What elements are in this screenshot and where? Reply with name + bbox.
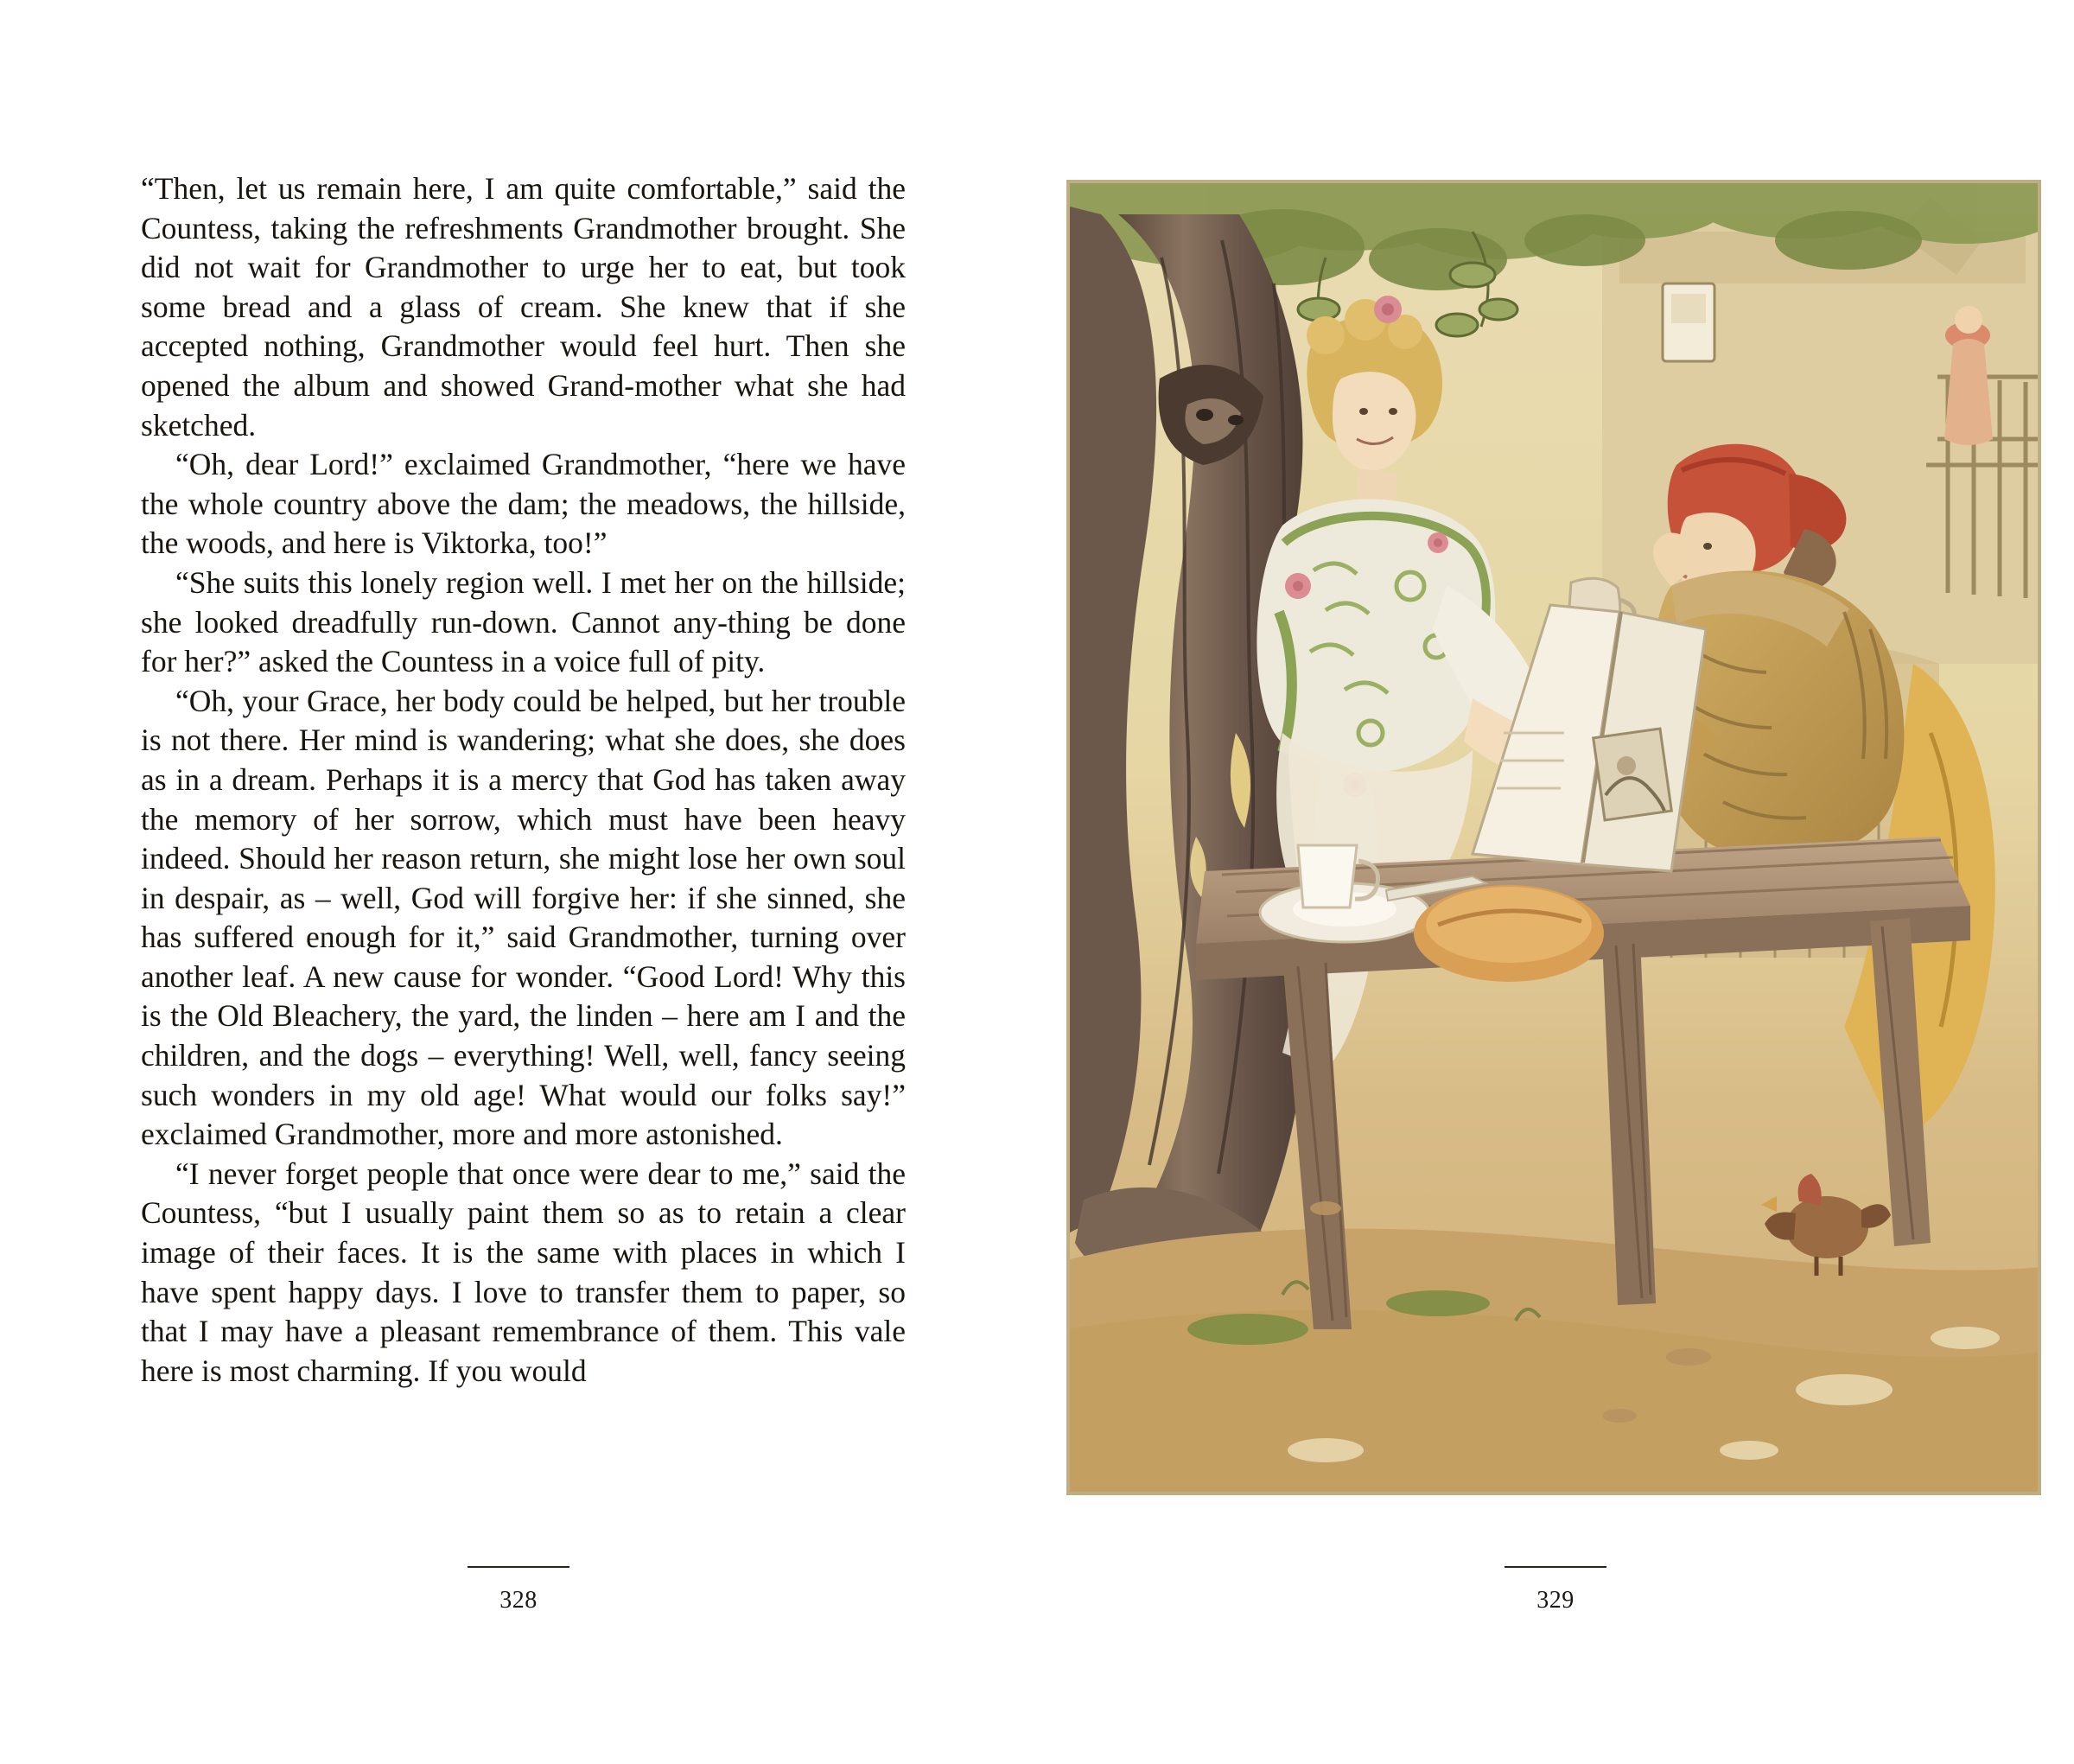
page-number-right — [1037, 1566, 2074, 1614]
paragraph-1: “Then, let us remain here, I am quite comfortable,” said the Countess, taking the refreshments Grandmother brought. She did not wait for Grandmother to urge her to eat, but took some bread and a glass of cream. She knew that if she accepted nothing, Grandmother would feel hurt. Then she opened the album and showed Grand-mother what she had sketched. — [141, 171, 906, 443]
paragraph-2: “Oh, dear Lord!” exclaimed Grandmother, “here we have the whole country above the dam; the meadows, the hillside, the woods, and here is Viktorka, too!” — [141, 447, 906, 561]
page-number-left-value: 328 — [499, 1587, 538, 1614]
page-number-rule — [468, 1566, 569, 1568]
paragraph-4: “Oh, your Grace, her body could be helped, but her trouble is not there. Her mind is wandering; what she does, she does as in a dream. Perhaps it is a mercy that God has taken away the memory of her sorrow, which must have been heavy indeed. Should her reason return, she might lose her own soul in despair, as – well, God will forgive her: if she sinned, she has suffered enough for it,” said Grandmother, turning over another leaf. A new cause for wonder. “Good Lord! Why this is the Old Bleachery, the yard, the linden – here am I and the children, and the dogs – everything! Well, well, fancy seeing such wonders in my old age! What would our folks say!” exclaimed Grandmother, more and more astonished. — [141, 683, 906, 1152]
paragraph-5: “I never forget people that once were dear to me,” said the Countess, “but I usually paint them so as to retain a clear image of their faces. It is the same with places in which I have spent happy days. I love to transfer them to paper, so that I may have a pleasant remembrance of them. This vale here is most charming. If you would — [141, 1156, 906, 1388]
countess-and-grandmother-at-table-illustration — [1066, 180, 2041, 1495]
page-number-rule — [1505, 1566, 1606, 1568]
paragraph-3: “She suits this lonely region well. I met her on the hillside; she looked dreadfully run-down. Cannot any-thing be done for her?” asked the Countess in a voice full of pity. — [141, 564, 906, 679]
page-number-right-value: 329 — [1536, 1587, 1575, 1614]
illustration-plate — [1066, 180, 2041, 1495]
body-text — [141, 169, 906, 1391]
right-page — [1037, 0, 2074, 1764]
page-number-left — [0, 1566, 1037, 1614]
